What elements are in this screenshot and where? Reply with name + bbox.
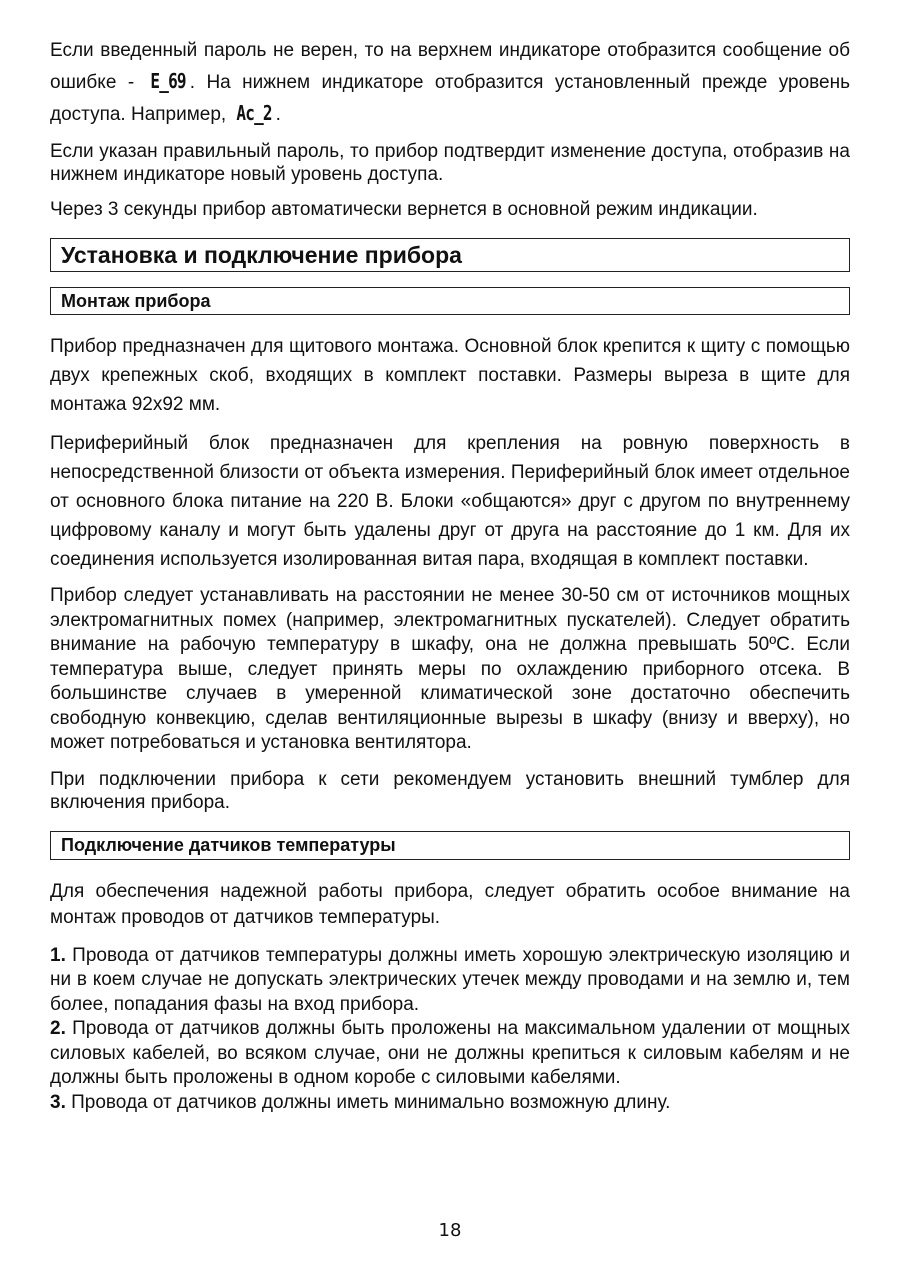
list-item	[50, 1091, 850, 1116]
error-password-paragraph	[50, 36, 850, 130]
text-segment: . На нижнем индикаторе отобразится установленный прежде уровень доступа. Например,	[50, 72, 850, 125]
access-level-display: Ac_2	[235, 101, 272, 125]
list-item-number: 2.	[50, 1018, 66, 1039]
subsection-heading-sensors	[50, 831, 850, 860]
text-segment: Если введенный пароль не верен, то на верхнем индикаторе отобразится сообщение об ошибке -	[50, 40, 850, 93]
sensors-intro-paragraph: Для обеспечения надежной работы прибора, следует обратить особое внимание на монтаж проводов от датчиков температуры.	[50, 880, 850, 928]
subsection-heading-text: Подключение датчиков температуры	[61, 834, 396, 855]
peripheral-unit-paragraph: Периферийный блок предназначен для крепления на ровную поверхность в непосредственной близости от объекта измерения. Периферийный блок имеет отдельное от основного блока питание на 220 В. Блоки «общаются» друг с другом по внутреннему цифровому каналу и могут быть удалены друг от друга на расстояние до 1 км. Для их соединения используется изолированная витая пара, входящая в комплект поставки.	[50, 433, 850, 570]
power-switch-paragraph: При подключении прибора к сети рекомендуем установить внешний тумблер для включения прибора.	[50, 768, 850, 813]
auto-return-paragraph: Через 3 секунды прибор автоматически вернется в основной режим индикации.	[50, 199, 758, 220]
list-item-number: 3.	[50, 1091, 66, 1113]
error-code-display: E_69	[149, 69, 186, 93]
subsection-heading-text: Монтаж прибора	[61, 290, 211, 311]
list-item	[50, 944, 850, 1018]
placement-paragraph: Прибор следует устанавливать на расстоянии не менее 30-50 см от источников мощных электромагнитных помех (например, электромагнитных пускателей). Следует обратить внимание на рабочую температуру в шкафу, она не должна превышать 50ºС. Если температура выше, следует принять меры по охлаждению приборного отсека. В большинстве случаев в умеренной климатической зоне достаточно обеспечить свободную конвекцию, сделав вентиляционные вырезы в шкафу (внизу и вверху), но может потребоваться и установка вентилятора.	[50, 585, 850, 753]
list-item-text: Провода от датчиков должны иметь минимально возможную длину.	[65, 1091, 671, 1113]
mounting-paragraph: Прибор предназначен для щитового монтажа. Основной блок крепится к щиту с помощью двух крепежных скоб, входящих в комплект поставки. Размеры выреза в щите для монтажа 92х92 мм.	[50, 336, 850, 415]
list-item	[50, 1017, 850, 1091]
list-item-text: Провода от датчиков температуры должны иметь хорошую электрическую изоляцию и ни в коем случае не допускать электрических утечек между проводами и на землю и, тем более, попадания фазы на вход прибора.	[50, 944, 850, 1015]
section-heading-installation	[50, 238, 850, 272]
document-page	[50, 36, 850, 1115]
correct-password-paragraph: Если указан правильный пароль, то прибор подтвердит изменение доступа, отобразив на нижнем индикаторе новый уровень доступа.	[50, 141, 850, 185]
subsection-heading-mounting	[50, 287, 850, 315]
sensor-rules-list	[50, 944, 850, 1116]
page-number: 18	[438, 1220, 462, 1241]
list-item-text: Провода от датчиков должны быть проложены на максимальном удалении от мощных силовых кабелей, во всяком случае, они не должны крепиться к силовым кабелям и не должны быть проложены в одном коробе с силовыми кабелями.	[50, 1018, 850, 1088]
text-segment: .	[275, 104, 281, 125]
section-heading-text: Установка и подключение прибора	[61, 241, 462, 268]
list-item-number: 1.	[50, 944, 66, 966]
